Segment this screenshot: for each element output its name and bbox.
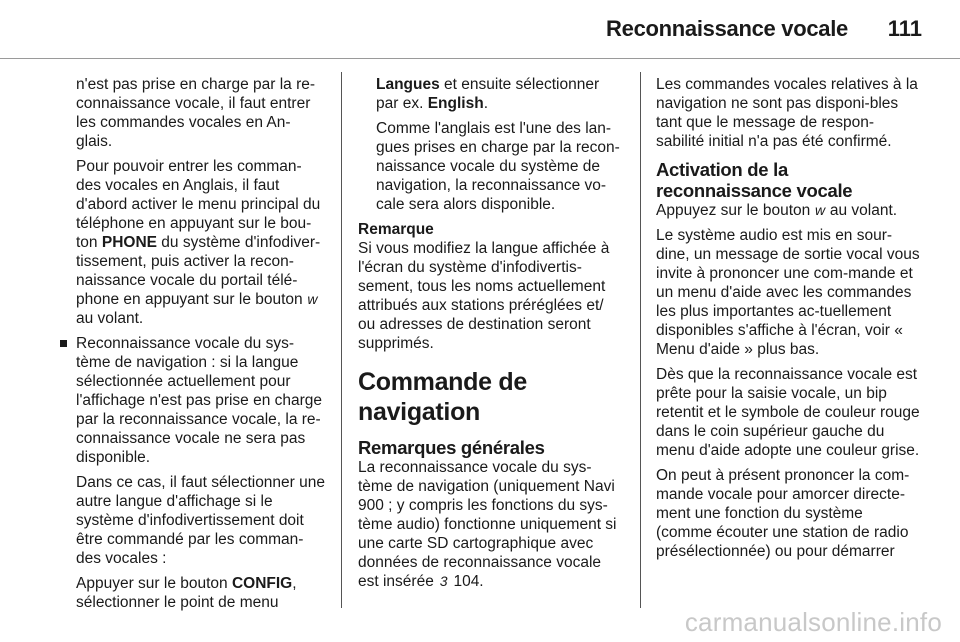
paragraph: Appuyer sur le bouton CONFIG, sélectionner le point de menu [76, 575, 297, 611]
subsection-heading: Activation de la reconnaissance vocale [656, 159, 853, 201]
header-rule [0, 58, 960, 59]
column-left [58, 75, 326, 618]
paragraph: On peut à présent prononcer la com-mande vocale pour amorcer directe-ment une fonction du système (comme écouter une station de radio présélectionnée) ou pour démarrer [656, 467, 910, 560]
list-item: Reconnaissance vocale du sys-tème de navigation : si la langue sélectionnée actuellement pour l'affichage n'est pas prise en charge par la reconnaissance vocale, la re-connaissance vocale ne sera pas disponible. [58, 334, 326, 467]
paragraph: La reconnaissance vocale du sys-tème de navigation (uniquement Navi 900 ; y compris les fonctions du sys-tème audio) fonctionne uniquement si une carte SD cartographique avec données de reconnaissance vocale est insérée 3 104. [358, 459, 617, 590]
column-divider [640, 72, 641, 608]
paragraph: Langues et ensuite sélectionner par ex. English. [376, 76, 600, 112]
page-reference-icon: 3 [439, 573, 448, 589]
section-heading: Commande de navigation [358, 368, 527, 426]
watermark: carmanualsonline.info [684, 607, 942, 637]
paragraph: Comme l'anglais est l'une des lan-gues prises en charge par la recon-naissance vocale du système de navigation, la reconnaissance vo-cale sera alors disponible. [376, 120, 620, 213]
bullet-square-icon [60, 340, 67, 347]
page-number: 111 [887, 16, 922, 41]
page-header [0, 0, 960, 60]
voice-control-icon: w [307, 291, 318, 307]
paragraph: Dans ce cas, il faut sélectionner une autre langue d'affichage si le système d'infodivertissement doit être commandé par les comman-des vocales : [76, 474, 325, 567]
paragraph: Les commandes vocales relatives à la navigation ne sont pas disponi-bles tant que le message de respon-sabilité initial n'a pas été confirmé. [656, 76, 918, 150]
paragraph: Appuyez sur le bouton w au volant. [656, 202, 898, 219]
column-divider [341, 72, 342, 608]
page-title: Reconnaissance vocale [606, 16, 848, 41]
paragraph: n'est pas prise en charge par la re-connaissance vocale, il faut entrer les commandes vocales en An-glais. [76, 76, 316, 150]
paragraph: Pour pouvoir entrer les comman-des vocales en Anglais, il faut d'abord activer le menu principal du téléphone en appuyant sur le bou-ton PHONE du système d'infodiver-tissement, puis activer la recon-naissance vocale du portail télé-phone en appuyant sur le bouton w au volant. [76, 158, 321, 327]
column-middle [358, 75, 624, 597]
note-text: Si vous modifiez la langue affichée à l'écran du système d'infodivertis-sement, tous les noms actuellement attribués aux stations préréglées et/ ou adresses de destination seront supprimés. [358, 240, 610, 352]
column-right [656, 75, 922, 567]
paragraph: Le système audio est mis en sour-dine, un message de sortie vocal vous invite à prononcer une com-mande et un menu d'aide avec les commandes les plus importantes ac-tuellement disponibles s'affiche à l'écran, voir « Menu d'aide » plus bas. [656, 227, 920, 358]
paragraph: Dès que la reconnaissance vocale est prête pour la saisie vocale, un bip retentit et le symbole de couleur rouge dans le coin supérieur gauche du menu d'aide adopte une couleur grise. [656, 366, 920, 459]
note-label: Remarque [358, 221, 434, 238]
subsection-heading: Remarques générales [358, 437, 545, 458]
voice-control-icon: w [815, 202, 826, 218]
